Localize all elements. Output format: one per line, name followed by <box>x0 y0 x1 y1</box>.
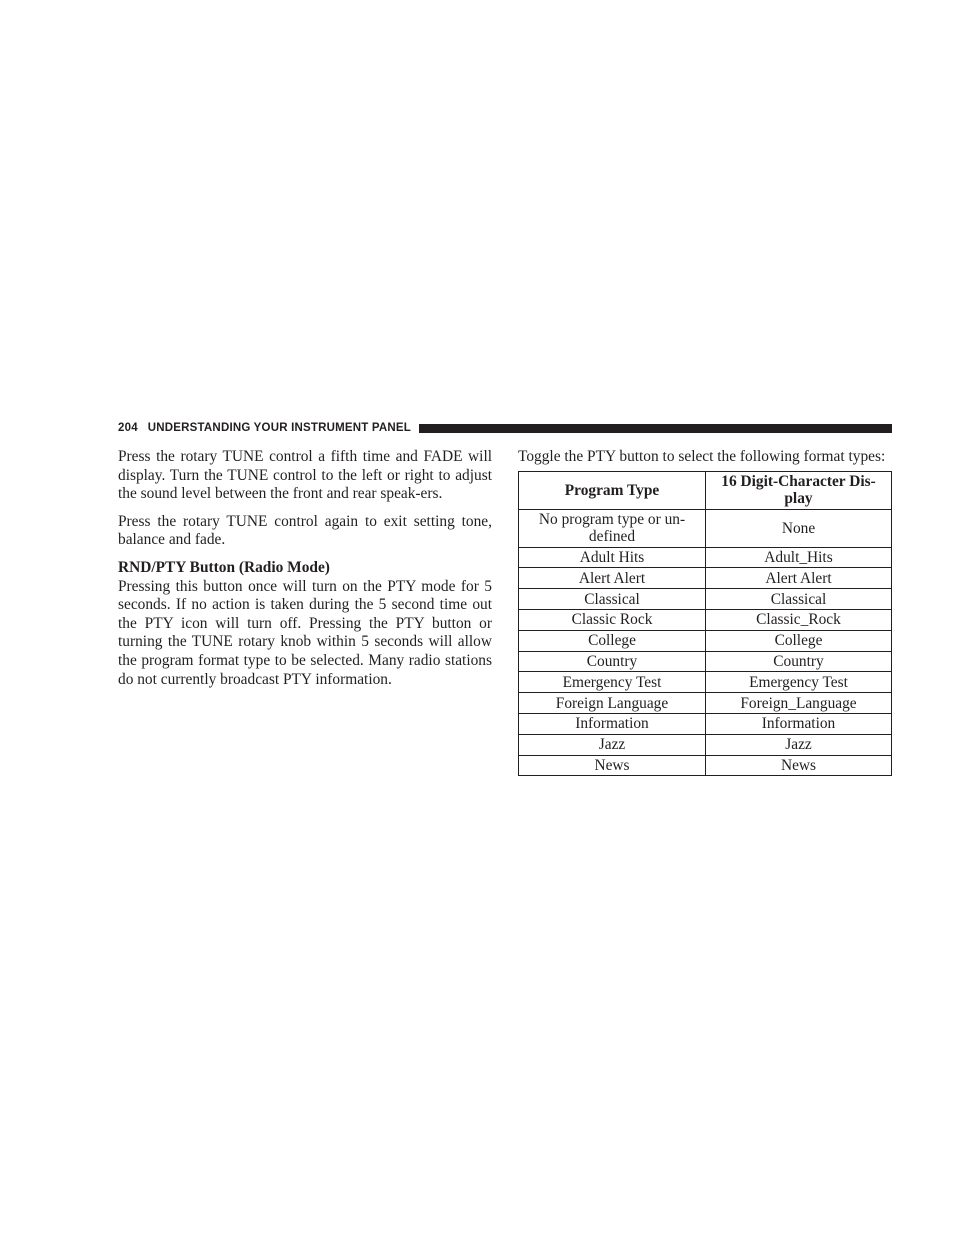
display-cell: Classical <box>706 589 892 610</box>
program-type-cell: Classical <box>519 589 706 610</box>
table-row <box>519 734 892 755</box>
table-row <box>519 589 892 610</box>
program-type-cell: Jazz <box>519 734 706 755</box>
section-title: UNDERSTANDING YOUR INSTRUMENT PANEL <box>147 422 411 434</box>
table-row <box>519 672 892 693</box>
table-header-row <box>519 471 892 509</box>
table-row <box>519 651 892 672</box>
program-type-cell: Emergency Test <box>519 672 706 693</box>
right-column <box>518 448 892 776</box>
program-type-cell: News <box>519 755 706 776</box>
program-type-cell: College <box>519 630 706 651</box>
display-cell: News <box>706 755 892 776</box>
paragraph-exit: Press the rotary TUNE control again to exit setting tone, balance and fade. <box>118 512 492 549</box>
display-cell: Alert Alert <box>706 568 892 589</box>
header-rule <box>419 424 892 433</box>
display-cell: Jazz <box>706 734 892 755</box>
table-row <box>519 547 892 568</box>
table-row <box>519 713 892 734</box>
page-number: 204 <box>118 422 138 434</box>
paragraph-pty: Pressing this button once will turn on the PTY mode for 5 seconds. If no action is taken during the 5 second time out the PTY icon will turn off. Pressing the PTY button or turning the TUNE rotary knob within 5 seconds will allow the program format type to be selected. Many radio stations do not currently broadcast PTY information. <box>118 577 492 688</box>
program-type-cell: Adult Hits <box>519 547 706 568</box>
table-row <box>519 509 892 547</box>
program-type-cell: Alert Alert <box>519 568 706 589</box>
program-type-cell: Foreign Language <box>519 693 706 714</box>
display-cell: None <box>706 509 892 547</box>
pty-table <box>518 471 892 777</box>
left-column <box>118 448 492 698</box>
table-intro: Toggle the PTY button to select the following format types: <box>518 448 886 465</box>
display-cell: Information <box>706 713 892 734</box>
program-type-cell: Information <box>519 713 706 734</box>
table-row <box>519 630 892 651</box>
paragraph-fade: Press the rotary TUNE control a fifth time and FADE will display. Turn the TUNE control to the left or right to adjust the sound level between the front and rear speak-ers. <box>118 448 492 503</box>
header-program-type: Program Type <box>519 471 706 509</box>
table-row <box>519 609 892 630</box>
display-cell: Foreign_Language <box>706 693 892 714</box>
display-cell: Emergency Test <box>706 672 892 693</box>
table-row <box>519 693 892 714</box>
header-display: 16 Digit-Character Dis-play <box>706 471 892 509</box>
program-type-cell: Classic Rock <box>519 609 706 630</box>
display-cell: College <box>706 630 892 651</box>
program-type-cell: No program type or un-defined <box>519 509 706 547</box>
display-cell: Adult_Hits <box>706 547 892 568</box>
display-cell: Country <box>706 651 892 672</box>
display-cell: Classic_Rock <box>706 609 892 630</box>
table-row <box>519 755 892 776</box>
page-header <box>118 421 892 435</box>
rnd-pty-heading: RND/PTY Button (Radio Mode) <box>118 558 330 576</box>
table-row <box>519 568 892 589</box>
program-type-cell: Country <box>519 651 706 672</box>
